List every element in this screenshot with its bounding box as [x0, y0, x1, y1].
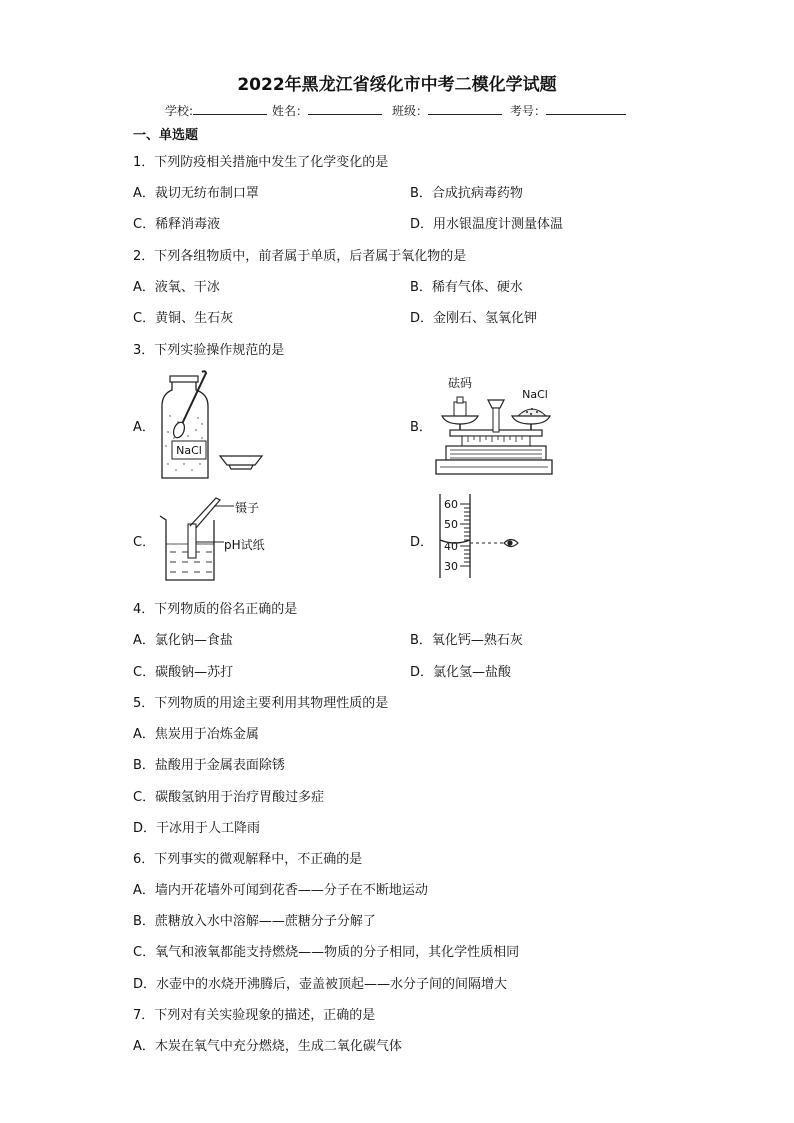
- option[interactable]: C．黄铜、生石灰: [133, 311, 234, 326]
- school-field[interactable]: [165, 102, 267, 119]
- exam-no-field[interactable]: [510, 102, 626, 119]
- question-stem: 4．下列物质的俗名正确的是: [133, 602, 298, 617]
- option[interactable]: A．焦炭用于冶炼金属: [133, 727, 259, 742]
- option[interactable]: B．稀有气体、硬水: [410, 280, 523, 295]
- option[interactable]: D．干冰用于人工降雨: [133, 821, 261, 836]
- tick-label-40: 40: [444, 540, 458, 553]
- ph-test-figure: [158, 492, 278, 586]
- tick-label-30: 30: [444, 560, 458, 573]
- option[interactable]: C．: [133, 535, 156, 550]
- option[interactable]: D．氯化氢—盐酸: [410, 665, 512, 680]
- ph-paper-label: pH试纸: [224, 538, 265, 552]
- question-stem: 5．下列物质的用途主要利用其物理性质的是: [133, 696, 389, 711]
- school-label: 学校:: [165, 104, 194, 118]
- question-stem: 1．下列防疫相关措施中发生了化学变化的是: [133, 155, 389, 170]
- class-field[interactable]: [392, 102, 502, 119]
- option[interactable]: B．合成抗病毒药物: [410, 186, 523, 201]
- option[interactable]: C．碳酸钠—苏打: [133, 665, 234, 680]
- graduated-cylinder-figure: [436, 494, 526, 580]
- question-stem: 3．下列实验操作规范的是: [133, 343, 285, 358]
- name-field[interactable]: [272, 102, 382, 119]
- question-stem: 2．下列各组物质中，前者属于单质，后者属于氧化物的是: [133, 249, 467, 264]
- tweezers-label: 镊子: [235, 501, 260, 515]
- option[interactable]: B．蔗糖放入水中溶解——蔗糖分子分解了: [133, 914, 376, 929]
- option[interactable]: A．墙内开花墙外可闻到花香——分子在不断地运动: [133, 883, 428, 898]
- option[interactable]: A．: [133, 420, 155, 435]
- option[interactable]: C．稀释消毒液: [133, 217, 221, 232]
- name-blank: [308, 102, 382, 115]
- option[interactable]: D．用水银温度计测量体温: [410, 217, 564, 232]
- option[interactable]: A．木炭在氧气中充分燃烧，生成二氧化碳气体: [133, 1039, 402, 1054]
- class-label: 班级：: [392, 104, 429, 118]
- reagent-bottle-figure: [158, 368, 268, 480]
- option[interactable]: D．水壶中的水烧开沸腾后，壶盖被顶起——水分子间的间隔增大: [133, 977, 508, 992]
- option[interactable]: B．氧化钙—熟石灰: [410, 633, 523, 648]
- nacl-bottle-label: NaCl: [176, 444, 202, 457]
- balance-figure: [432, 372, 556, 478]
- option[interactable]: B．盐酸用于金属表面除锈: [133, 758, 285, 773]
- exam-no-label: 考号：: [510, 104, 547, 118]
- option[interactable]: D．: [410, 535, 434, 550]
- section-heading: 一、单选题: [133, 128, 199, 143]
- tick-label-50: 50: [444, 518, 458, 531]
- name-label: 姓名：: [272, 104, 309, 118]
- page-title: 2022年黑龙江省绥化市中考二模化学试题: [237, 75, 557, 95]
- question-stem: 7．下列对有关实验现象的描述，正确的是: [133, 1008, 376, 1023]
- exam-no-blank: [546, 102, 626, 115]
- nacl-pan-label: NaCl: [522, 388, 548, 401]
- option[interactable]: D．金刚石、氢氧化钾: [410, 311, 538, 326]
- class-blank: [428, 102, 502, 115]
- option[interactable]: A．氯化钠—食盐: [133, 633, 233, 648]
- option[interactable]: C．氧气和液氧都能支持燃烧——物质的分子相同，其化学性质相同: [133, 945, 520, 960]
- option[interactable]: B．: [410, 420, 432, 435]
- question-stem: 6．下列事实的微观解释中，不正确的是: [133, 852, 363, 867]
- option[interactable]: A．液氧、干冰: [133, 280, 220, 295]
- school-blank: [193, 102, 267, 115]
- weights-label: 砝码: [447, 376, 473, 390]
- option[interactable]: A．裁切无纺布制口罩: [133, 186, 259, 201]
- option[interactable]: C．碳酸氢钠用于治疗胃酸过多症: [133, 790, 325, 805]
- tick-label-60: 60: [444, 498, 458, 511]
